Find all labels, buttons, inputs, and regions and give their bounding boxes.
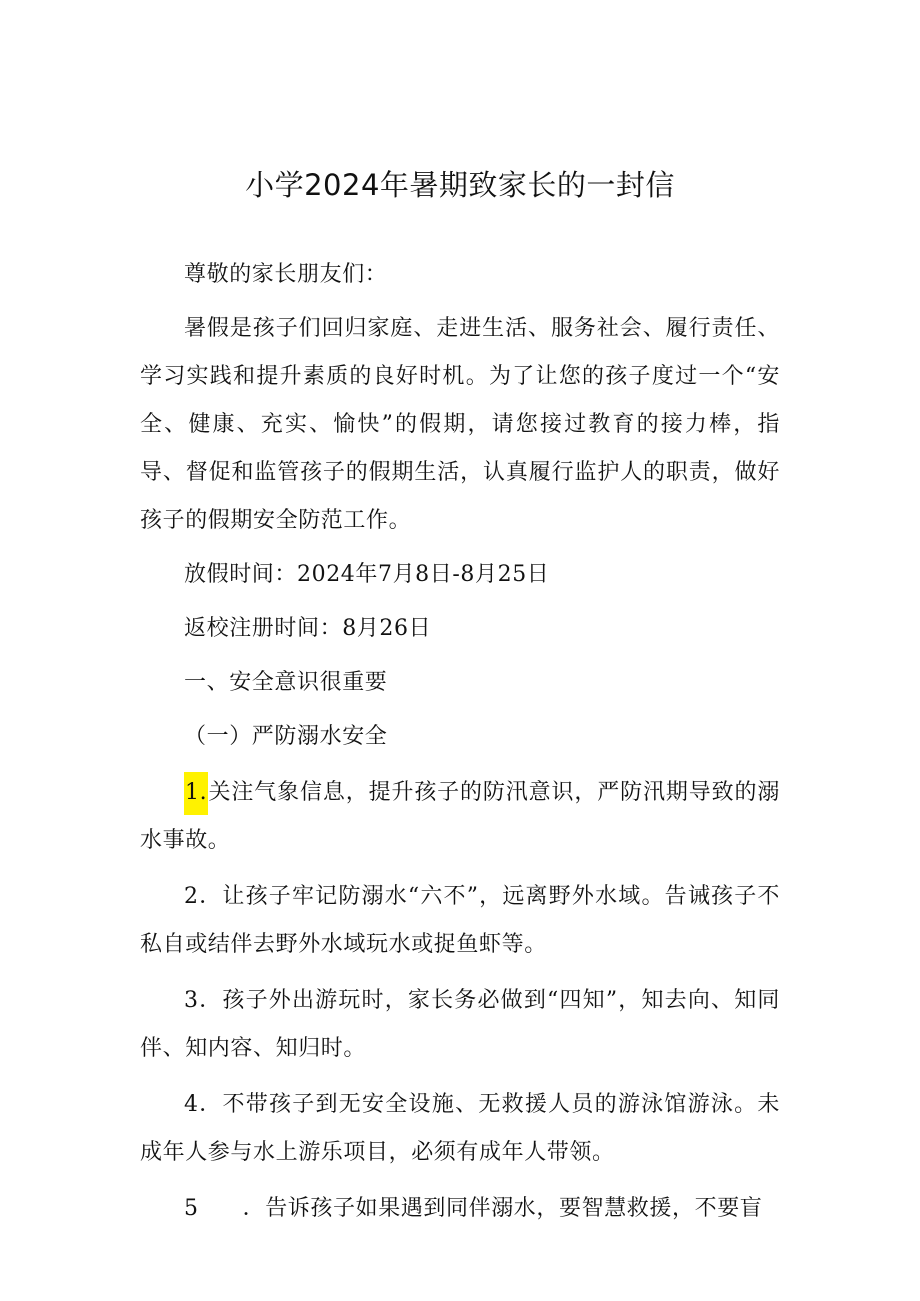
- list-item-1-text: 关注气象信息，提升孩子的防汛意识，严防汛期导致的溺水事故。: [140, 780, 780, 853]
- return-date: 返校注册时间：8月26日: [184, 616, 432, 641]
- list-item-5: [140, 1185, 780, 1233]
- list-item-4-text: ．不带孩子到无安全设施、无救援人员的游泳馆游泳。未成年人参与水上游乐项目，必须有成年人带领。: [140, 1092, 780, 1165]
- letter-body: [140, 251, 780, 1233]
- list-item-2-number: 2: [184, 884, 199, 909]
- list-item-3-number: 3: [184, 988, 199, 1013]
- highlighted-number: 1.: [184, 772, 208, 815]
- page-title: 小学2024年暑期致家长的一封信: [245, 168, 675, 202]
- list-item-4-number: 4: [184, 1092, 199, 1117]
- list-item-1: [140, 769, 780, 865]
- section-heading-safety: 一、安全意识很重要: [184, 670, 388, 695]
- list-item-5-number: 5: [184, 1196, 199, 1221]
- greeting: 尊敬的家长朋友们：: [184, 262, 388, 287]
- list-item-5-text: ．告诉孩子如果遇到同伴溺水，要智慧救援，不要盲: [242, 1196, 763, 1221]
- list-item-3-text: ．孩子外出游玩时，家长务必做到“四知”，知去向、知同伴、知内容、知归时。: [140, 988, 780, 1061]
- intro-paragraph: 暑假是孩子们回归家庭、走进生活、服务社会、履行责任、学习实践和提升素质的良好时机。为了让您的孩子度过一个“安全、健康、充实、愉快”的假期，请您接过教育的接力棒，指导、督促和监管孩子的假期生活，认真履行监护人的职责，做好孩子的假期安全防范工作。: [140, 316, 780, 533]
- list-item-2-text: ．让孩子牢记防溺水“六不”，远离野外水域。告诫孩子不私自或结伴去野外水域玩水或捉鱼虾等。: [140, 884, 780, 957]
- list-item-3: [140, 977, 780, 1073]
- subsection-heading-drowning: （一）严防溺水安全: [184, 724, 388, 749]
- holiday-dates: 放假时间：2024年7月8日-8月25日: [184, 562, 550, 587]
- list-item-2: [140, 873, 780, 969]
- list-item-4: [140, 1081, 780, 1177]
